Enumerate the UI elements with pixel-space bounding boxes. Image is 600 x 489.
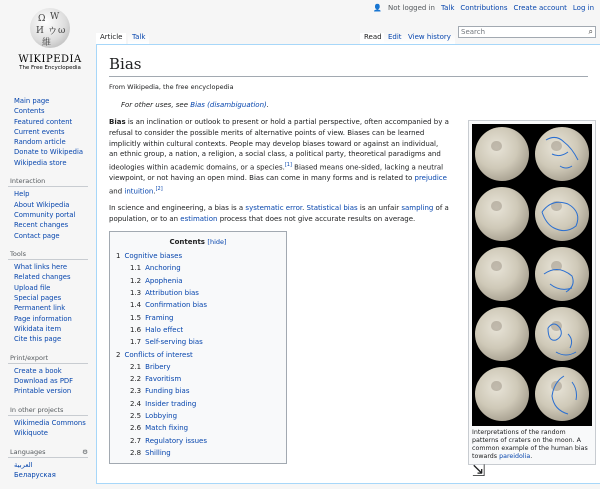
tab-read[interactable]: Read xyxy=(360,33,386,44)
tab-edit[interactable]: Edit xyxy=(384,33,406,44)
toc-link[interactable]: Insider trading xyxy=(145,399,197,408)
toc-number: 2.1 xyxy=(130,362,142,371)
sidebar-item-upload-file[interactable]: Upload file xyxy=(14,283,51,292)
sidebar-item-what-links-here[interactable]: What links here xyxy=(14,263,68,272)
sidebar-item-wikidata-item[interactable]: Wikidata item xyxy=(14,324,62,333)
lead-paragraph-2 xyxy=(109,203,449,225)
logo-wordmark: WIKIPEDIA xyxy=(18,54,82,65)
toc-number: 2.6 xyxy=(130,424,142,433)
wikipedia-logo[interactable] xyxy=(10,8,90,71)
toc-link[interactable]: Favoritism xyxy=(145,375,182,384)
toc-link[interactable]: Cognitive biases xyxy=(124,252,183,261)
sidebar-item-featured-content[interactable]: Featured content xyxy=(14,117,73,126)
moon-thumbnail xyxy=(468,120,596,480)
p1-text-a: is an inclination or outlook to present or hold a partial perspective, often accompanied by a refusal to consider the possible merits of alternative points of view. Biases can be learned implicitly within cultural contexts. People may develop biases toward or against an individual, an ethnic group, a nation, a religion, a social class, a political party, theoretical paradigms and ideologies within academic domains, or a species. xyxy=(109,118,449,172)
p1-text-b: Biased means one-sided, lacking a neutral viewpoint, or not having an open mind. Bias can come in many forms and is related to xyxy=(109,163,444,183)
hatnote xyxy=(109,101,588,109)
toc-number: 1.3 xyxy=(130,289,142,298)
toc-link[interactable]: Apophenia xyxy=(145,276,183,285)
p2-text-d: of a population, or to an xyxy=(109,204,449,224)
p1-text-d: . xyxy=(153,187,156,196)
languages-heading xyxy=(8,447,88,458)
logo-tagline: The Free Encyclopedia xyxy=(19,65,81,71)
toc-number: 2.8 xyxy=(130,448,142,457)
caption-text-b: . xyxy=(530,453,533,460)
sidebar-item-random-article[interactable]: Random article xyxy=(14,138,66,147)
enlarge-icon[interactable]: ⇲ xyxy=(472,461,486,480)
p2-text-e: process that does not give accurate results on average. xyxy=(217,215,416,224)
tab-talk[interactable]: Talk xyxy=(128,33,149,44)
sidebar-item-current-events[interactable]: Current events xyxy=(14,127,65,136)
moon-outline-drawings xyxy=(472,124,592,426)
sidebar-item-special-pages[interactable]: Special pages xyxy=(14,294,62,303)
toc-item[interactable] xyxy=(116,447,280,459)
prejudice-link[interactable]: prejudice xyxy=(414,174,447,183)
toc-item[interactable] xyxy=(116,275,280,287)
create-account-link[interactable]: Create account xyxy=(513,4,567,12)
toc-item[interactable] xyxy=(116,385,280,397)
toc-item[interactable] xyxy=(116,324,280,336)
p1-text-c: and xyxy=(109,187,125,196)
contributions-link[interactable]: Contributions xyxy=(460,4,508,12)
toc-number: 1.1 xyxy=(130,264,142,273)
toc-number: 1.4 xyxy=(130,301,142,310)
sidebar xyxy=(8,96,92,489)
estimation-link[interactable]: estimation xyxy=(180,215,218,224)
hatnote-suffix: . xyxy=(266,101,269,109)
ref-2[interactable]: [2] xyxy=(155,186,163,193)
toc-number: 1.5 xyxy=(130,313,142,322)
log-in-link[interactable]: Log in xyxy=(572,4,594,12)
search-placeholder: Search xyxy=(461,28,486,36)
tools-heading: Tools xyxy=(8,249,88,260)
sidebar-item-recent-changes[interactable]: Recent changes xyxy=(14,221,69,230)
moon-pareidolia-image[interactable] xyxy=(472,124,592,426)
pareidolia-link[interactable]: pareidolia xyxy=(499,453,531,460)
toc-number: 1.2 xyxy=(130,276,142,285)
toc-link[interactable]: Attribution bias xyxy=(145,289,199,298)
sidebar-item-permanent-link[interactable]: Permanent link xyxy=(14,304,66,313)
toc-item[interactable] xyxy=(116,250,280,262)
other-projects-heading: In other projects xyxy=(8,405,88,416)
sidebar-item-cite-this-page[interactable]: Cite this page xyxy=(14,335,62,344)
hatnote-prefix: For other uses, see xyxy=(121,101,191,109)
language-link-[interactable]: Беларуская xyxy=(14,471,56,480)
intuition-link[interactable]: intuition xyxy=(124,187,154,196)
sidebar-item-about-wikipedia[interactable]: About Wikipedia xyxy=(14,200,70,209)
puzzle-globe-icon: Ω W И ウ ω 維 xyxy=(30,8,70,48)
sidebar-item-wikimedia-commons[interactable]: Wikimedia Commons xyxy=(14,419,86,428)
toc-link[interactable]: Halo effect xyxy=(145,325,184,334)
tab-article[interactable]: Article xyxy=(96,33,126,44)
toc-number: 2.7 xyxy=(130,436,142,445)
p2-text-c: is an unfair xyxy=(357,204,402,213)
sidebar-item-create-a-book[interactable]: Create a book xyxy=(14,366,62,375)
gear-icon[interactable]: ⚙ xyxy=(82,447,88,456)
toc-link[interactable]: Confirmation bias xyxy=(145,301,207,310)
not-logged-in-label: Not logged in xyxy=(388,4,435,12)
sidebar-item-contact-page[interactable]: Contact page xyxy=(14,231,60,240)
toc-link[interactable]: Regulatory issues xyxy=(145,436,208,445)
search-input[interactable] xyxy=(458,26,596,38)
statistical-bias-link[interactable]: Statistical bias xyxy=(306,204,358,213)
user-icon: 👤 xyxy=(373,4,383,12)
toc-number: 1.7 xyxy=(130,338,142,347)
systematic-error-link[interactable]: systematic error xyxy=(245,204,303,213)
lead-paragraph-1 xyxy=(109,117,449,197)
disambiguation-link[interactable]: Bias (disambiguation) xyxy=(190,101,267,109)
sidebar-item-wikipedia-store[interactable]: Wikipedia store xyxy=(14,158,67,167)
toc-link[interactable]: Conflicts of interest xyxy=(124,350,193,359)
language-link-[interactable]: العربية xyxy=(14,460,33,469)
sidebar-item-community-portal[interactable]: Community portal xyxy=(14,210,76,219)
sidebar-item-page-information[interactable]: Page information xyxy=(14,314,72,323)
toc-item[interactable] xyxy=(116,435,280,447)
toc-item[interactable] xyxy=(116,361,280,373)
toc-title-label: Contents xyxy=(169,237,205,246)
toc-number: 1.6 xyxy=(130,325,142,334)
ref-1[interactable]: [1] xyxy=(284,162,292,169)
toc-number: 2 xyxy=(116,350,121,359)
toc-link[interactable]: Funding bias xyxy=(145,387,190,396)
toc-hide-toggle[interactable]: [hide] xyxy=(207,237,227,246)
toc-item[interactable] xyxy=(116,373,280,385)
toc-number: 2.2 xyxy=(130,375,142,384)
toc-link[interactable]: Self-serving bias xyxy=(145,338,203,347)
sidebar-item-main-page[interactable]: Main page xyxy=(14,97,50,105)
talk-link[interactable]: Talk xyxy=(440,4,455,12)
toc-item[interactable] xyxy=(116,410,280,422)
toc-link[interactable]: Shilling xyxy=(145,448,171,457)
toc-link[interactable]: Match fixing xyxy=(145,424,189,433)
caption-text-a: Interpretations of the random patterns of craters on the moon. A common example of the human bias towards xyxy=(472,429,588,460)
sidebar-item-wikiquote[interactable]: Wikiquote xyxy=(14,429,48,438)
sidebar-item-download-as-pdf[interactable]: Download as PDF xyxy=(14,377,74,386)
toc-link[interactable]: Lobbying xyxy=(145,411,178,420)
sampling-link[interactable]: sampling xyxy=(401,204,434,213)
image-caption xyxy=(472,429,594,461)
toc-item[interactable] xyxy=(116,312,280,324)
sidebar-item-donate-to-wikipedia[interactable]: Donate to Wikipedia xyxy=(14,148,84,157)
page-title: Bias xyxy=(109,55,588,77)
languages-label: Languages xyxy=(10,447,46,456)
toc-item[interactable] xyxy=(116,299,280,311)
interaction-heading: Interaction xyxy=(8,176,88,187)
bias-bold: Bias xyxy=(109,118,126,126)
toc-item[interactable] xyxy=(116,262,280,274)
toc-link[interactable]: Anchoring xyxy=(145,264,181,273)
sidebar-item-help[interactable]: Help xyxy=(14,190,30,199)
table-of-contents xyxy=(109,231,287,464)
site-subtitle: From Wikipedia, the free encyclopedia xyxy=(109,83,234,91)
toc-link[interactable]: Bribery xyxy=(145,362,171,371)
print-heading: Print/export xyxy=(8,353,88,364)
toc-item[interactable] xyxy=(116,422,280,434)
personal-tools xyxy=(373,4,594,12)
sidebar-item-printable-version[interactable]: Printable version xyxy=(14,387,72,396)
p2-text-b: . xyxy=(302,204,307,213)
tab-view-history[interactable]: View history xyxy=(404,33,455,44)
search-icon[interactable]: ⌕ xyxy=(588,27,593,36)
toc-item[interactable] xyxy=(116,349,280,361)
sidebar-item-contents[interactable]: Contents xyxy=(14,107,45,116)
toc-number: 1 xyxy=(116,252,121,261)
toc-item[interactable] xyxy=(116,398,280,410)
toc-item[interactable] xyxy=(116,287,280,299)
toc-number: 2.5 xyxy=(130,411,142,420)
toc-link[interactable]: Framing xyxy=(145,313,174,322)
p2-text-a: In science and engineering, a bias is a xyxy=(109,204,246,213)
toc-number: 2.4 xyxy=(130,399,142,408)
toc-item[interactable] xyxy=(116,336,280,348)
sidebar-item-related-changes[interactable]: Related changes xyxy=(14,273,71,282)
toc-title xyxy=(116,236,280,248)
toc-number: 2.3 xyxy=(130,387,142,396)
